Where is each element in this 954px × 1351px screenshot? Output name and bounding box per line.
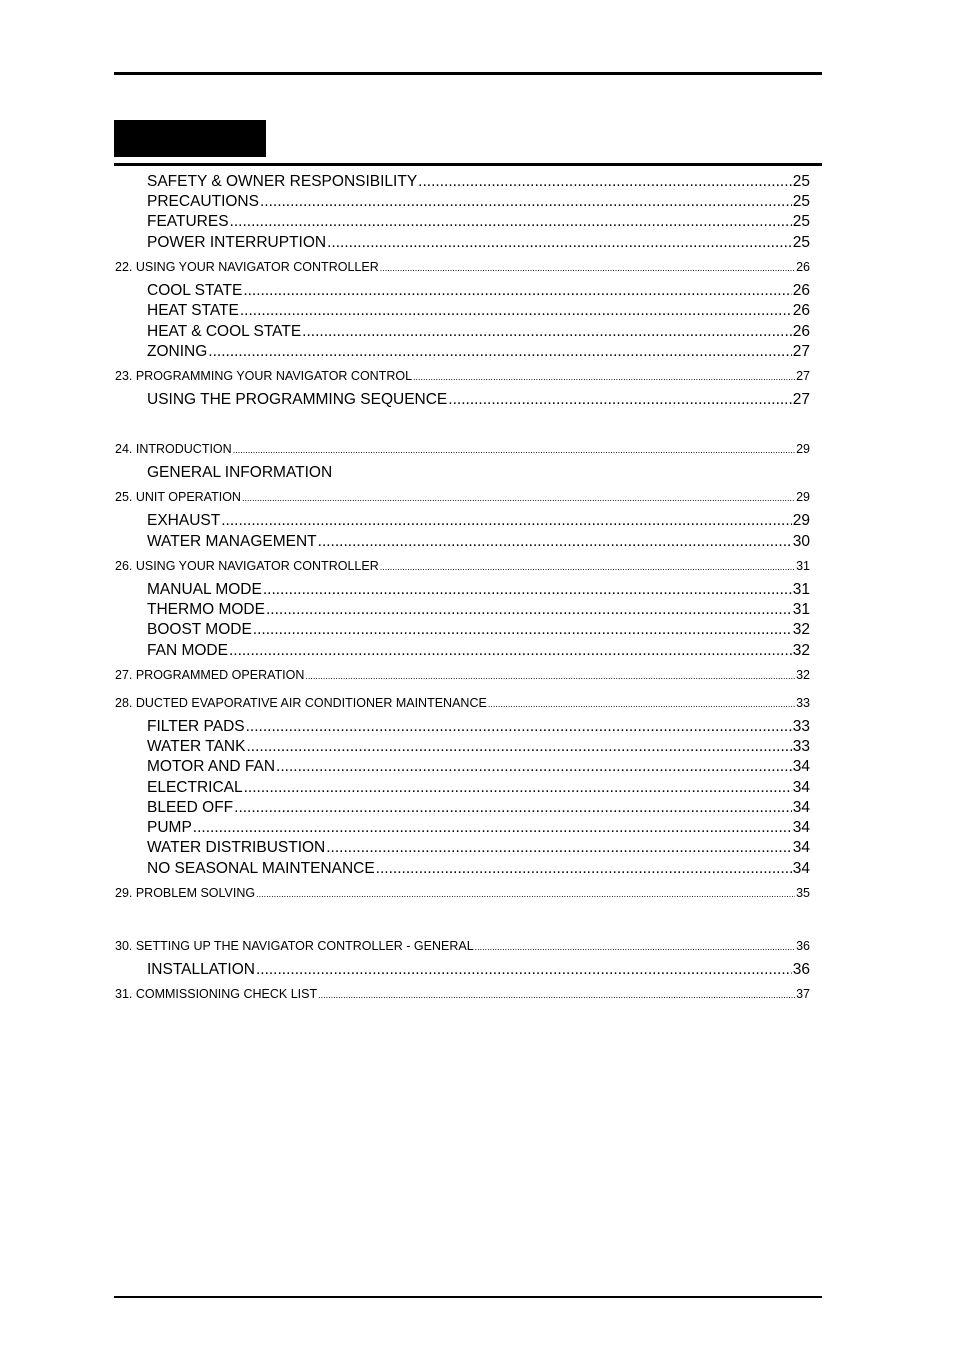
toc-entry[interactable]: HEAT STATE ..... 26: [147, 301, 810, 321]
leader-dots: [276, 757, 792, 777]
toc-entry[interactable]: EXHAUST ..... 29: [147, 511, 810, 531]
toc-section[interactable]: 29. PROBLEM SOLVING ..... 35: [115, 884, 810, 902]
toc-entry[interactable]: PRECAUTIONS ..... 25: [147, 192, 810, 212]
heading-underline: [114, 163, 822, 166]
leader-dots: [233, 440, 795, 458]
toc-entry[interactable]: POWER INTERRUPTION ..... 25: [147, 233, 810, 253]
leader-dots: [326, 838, 792, 858]
toc-section[interactable]: 30. SETTING UP THE NAVIGATOR CONTROLLER - GENERAL ..... 36: [115, 937, 810, 955]
leader-dots: [208, 342, 791, 362]
leader-dots: [246, 737, 791, 757]
leader-dots: [488, 694, 795, 712]
toc-section[interactable]: 25. UNIT OPERATION ..... 29: [115, 488, 810, 506]
leader-dots: [318, 532, 792, 552]
leader-dots: [221, 511, 792, 531]
toc-entry[interactable]: WATER MANAGEMENT ..... 30: [147, 532, 810, 552]
toc-section[interactable]: 22. USING YOUR NAVIGATOR CONTROLLER ..... 26: [115, 258, 810, 276]
toc-entry[interactable]: PUMP ..... 34: [147, 818, 810, 838]
toc-section[interactable]: 31. COMMISSIONING CHECK LIST ..... 37: [115, 985, 810, 1003]
leader-dots: [263, 580, 792, 600]
toc-section[interactable]: 23. PROGRAMMING YOUR NAVIGATOR CONTROL ..... 27: [115, 367, 810, 385]
toc-entry[interactable]: MANUAL MODE ..... 31: [147, 580, 810, 600]
header-rule: [114, 72, 822, 75]
leader-dots: [266, 600, 792, 620]
footer-rule: [114, 1296, 822, 1298]
leader-dots: [302, 322, 792, 342]
leader-dots: [256, 960, 792, 980]
toc-entry[interactable]: USING THE PROGRAMMING SEQUENCE ..... 27: [147, 390, 810, 410]
leader-dots: [256, 884, 795, 902]
toc-entry[interactable]: BLEED OFF ..... 34: [147, 798, 810, 818]
toc-entry[interactable]: ZONING ..... 27: [147, 342, 810, 362]
leader-dots: [230, 212, 792, 232]
toc-section[interactable]: 27. PROGRAMMED OPERATION ..... 32: [115, 666, 810, 684]
leader-dots: [376, 859, 792, 879]
leader-dots: [240, 301, 792, 321]
leader-dots: [448, 390, 791, 410]
leader-dots: [242, 488, 795, 506]
leader-dots: [305, 666, 795, 684]
toc-entry[interactable]: GENERAL INFORMATION: [147, 464, 333, 481]
leader-dots: [475, 937, 795, 955]
leader-dots: [418, 172, 792, 192]
toc-entry[interactable]: MOTOR AND FAN ..... 34: [147, 757, 810, 777]
toc-entry[interactable]: BOOST MODE ..... 32: [147, 620, 810, 640]
leader-dots: [413, 367, 795, 385]
leader-dots: [318, 985, 795, 1003]
toc-entry[interactable]: SAFETY & OWNER RESPONSIBILITY ..... 25: [147, 172, 810, 192]
leader-dots: [243, 281, 791, 301]
leader-dots: [380, 557, 795, 575]
leader-dots: [244, 778, 792, 798]
toc-entry[interactable]: NO SEASONAL MAINTENANCE ..... 34: [147, 859, 810, 879]
toc-entry[interactable]: INSTALLATION ..... 36: [147, 960, 810, 980]
toc-entry[interactable]: COOL STATE ..... 26: [147, 281, 810, 301]
toc-section[interactable]: 26. USING YOUR NAVIGATOR CONTROLLER ..... 31: [115, 557, 810, 575]
leader-dots: [246, 717, 792, 737]
toc-entry[interactable]: FILTER PADS ..... 33: [147, 717, 810, 737]
leader-dots: [229, 641, 792, 661]
toc-entry[interactable]: ELECTRICAL ..... 34: [147, 778, 810, 798]
toc-entry[interactable]: WATER TANK ..... 33: [147, 737, 810, 757]
toc-entry[interactable]: FAN MODE ..... 32: [147, 641, 810, 661]
section-heading-block: [114, 120, 266, 157]
leader-dots: [253, 620, 792, 640]
toc-section[interactable]: 24. INTRODUCTION ..... 29: [115, 440, 810, 458]
toc-entry[interactable]: THERMO MODE ..... 31: [147, 600, 810, 620]
leader-dots: [234, 798, 792, 818]
leader-dots: [260, 192, 792, 212]
leader-dots: [380, 258, 795, 276]
toc-section[interactable]: 28. DUCTED EVAPORATIVE AIR CONDITIONER MAINTENANCE ..... 33: [115, 694, 810, 712]
leader-dots: [327, 233, 792, 253]
toc-entry[interactable]: WATER DISTRIBUSTION ..... 34: [147, 838, 810, 858]
toc-entry[interactable]: HEAT & COOL STATE ..... 26: [147, 322, 810, 342]
leader-dots: [193, 818, 792, 838]
toc-entry[interactable]: FEATURES ..... 25: [147, 212, 810, 232]
